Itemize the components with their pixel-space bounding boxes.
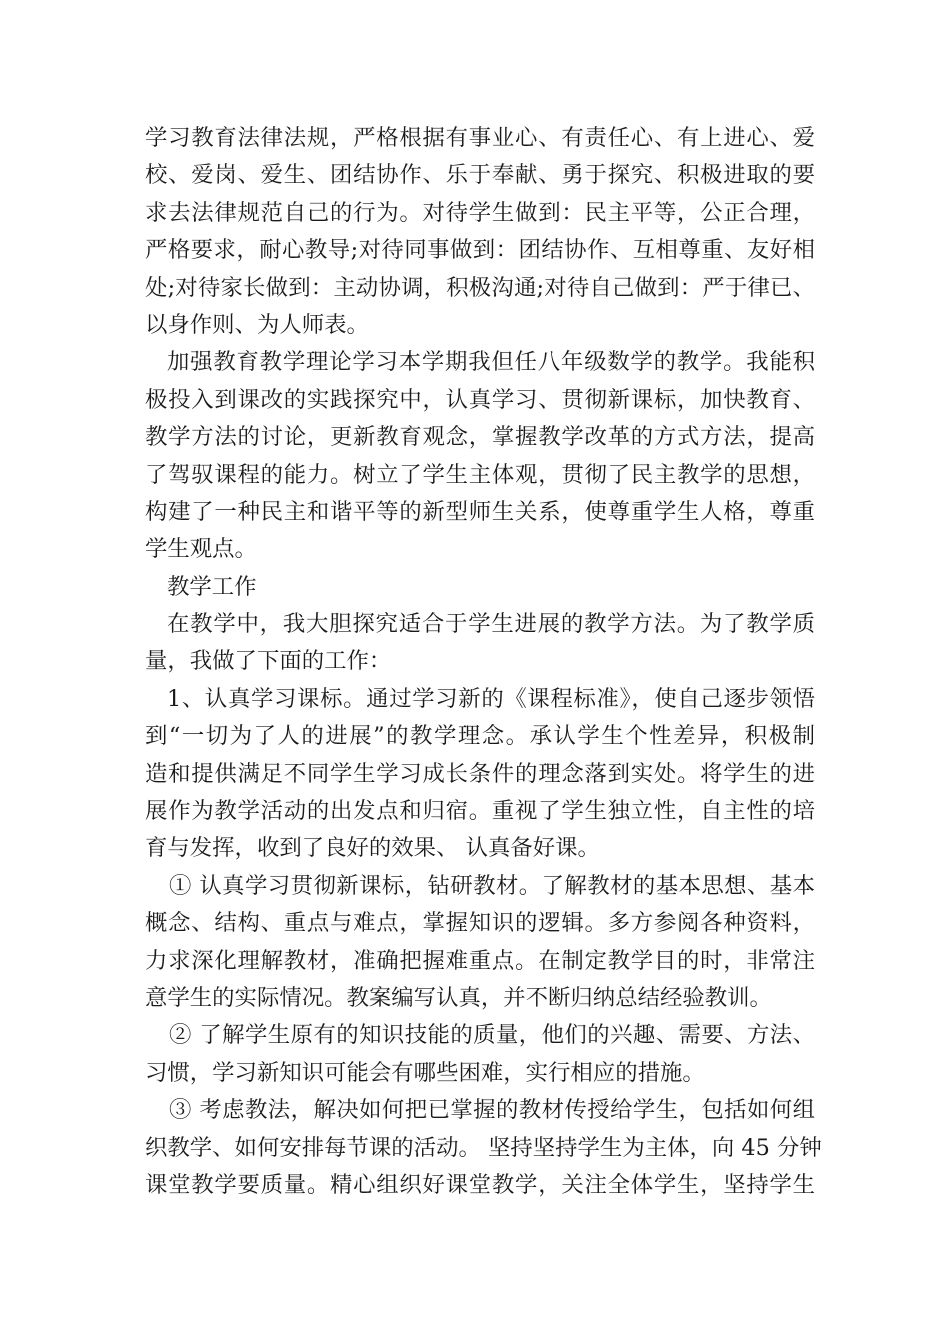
text-line: 严格要求，耐心教导;对待同事做到：团结协作、互相尊重、友好相 bbox=[145, 237, 815, 264]
text-line: 极投入到课改的实践探究中，认真学习、贯彻新课标，加快教育、 bbox=[145, 386, 815, 413]
text-line: 以身作则、为人师表。 bbox=[145, 311, 369, 338]
text-line: 教学工作 bbox=[167, 573, 257, 600]
text-line: 到“一切为了人的进展”的教学理念。承认学生个性差异，积极制 bbox=[145, 723, 815, 750]
text-line: 学习教育法律法规，严格根据有事业心、有责任心、有上进心、爱 bbox=[145, 125, 815, 151]
text-line: 了驾驭课程的能力。树立了学生主体观，贯彻了民主教学的思想， bbox=[145, 461, 815, 488]
document-body-text bbox=[145, 120, 822, 1204]
text-line: 意学生的实际情况。教案编写认真，并不断归纳总结经验教训。 bbox=[145, 984, 772, 1011]
text-line: 学生观点。 bbox=[145, 536, 257, 563]
text-line: 概念、结构、重点与难点，掌握知识的逻辑。多方参阅各种资料， bbox=[145, 910, 815, 937]
text-line: 教学方法的讨论，更新教育观念，掌握教学改革的方式方法，提高 bbox=[145, 424, 815, 451]
text-line: 育与发挥，收到了良好的效果、 认真备好课。 bbox=[145, 835, 600, 862]
text-line: ① 认真学习贯彻新课标，钻研教材。了解教材的基本思想、基本 bbox=[169, 872, 815, 899]
text-line: ② 了解学生原有的知识技能的质量，他们的兴趣、需要、方法、 bbox=[169, 1022, 815, 1049]
text-line: 处;对待家长做到：主动协调，积极沟通;对待自己做到：严于律已、 bbox=[145, 274, 815, 301]
text-line: 课堂教学要质量。精心组织好课堂教学，关注全体学生，坚持学生 bbox=[145, 1171, 815, 1198]
text-line: 习惯，学习新知识可能会有哪些困难，实行相应的措施。 bbox=[145, 1059, 705, 1086]
text-line: 在教学中，我大胆探究适合于学生进展的教学方法。为了教学质 bbox=[167, 611, 815, 638]
text-line: 校、爱岗、爱生、团结协作、乐于奉献、勇于探究、积极进取的要 bbox=[145, 162, 815, 189]
text-line: 加强教育教学理论学习本学期我但任八年级数学的教学。我能积 bbox=[167, 349, 815, 376]
text-line: 造和提供满足不同学生学习成长条件的理念落到实处。将学生的进 bbox=[145, 760, 815, 787]
text-line: 1、认真学习课标。通过学习新的《课程标准》，使自己逐步领悟 bbox=[167, 685, 815, 712]
text-line: 展作为教学活动的出发点和归宿。重视了学生独立性，自主性的培 bbox=[145, 798, 815, 825]
text-line: 力求深化理解教材，准确把握难重点。在制定教学目的时，非常注 bbox=[145, 947, 815, 974]
text-line: 织教学、如何安排每节课的活动。 坚持坚持学生为主体，向 45 分钟 bbox=[145, 1134, 822, 1161]
text-line: 构建了一种民主和谐平等的新型师生关系，使尊重学生人格，尊重 bbox=[145, 498, 815, 525]
text-line: 求去法律规范自己的行为。对待学生做到：民主平等，公正合理， bbox=[145, 199, 815, 226]
text-line: ③ 考虑教法，解决如何把已掌握的教材传授给学生，包括如何组 bbox=[169, 1097, 815, 1124]
text-line: 量，我做了下面的工作： bbox=[145, 648, 392, 675]
